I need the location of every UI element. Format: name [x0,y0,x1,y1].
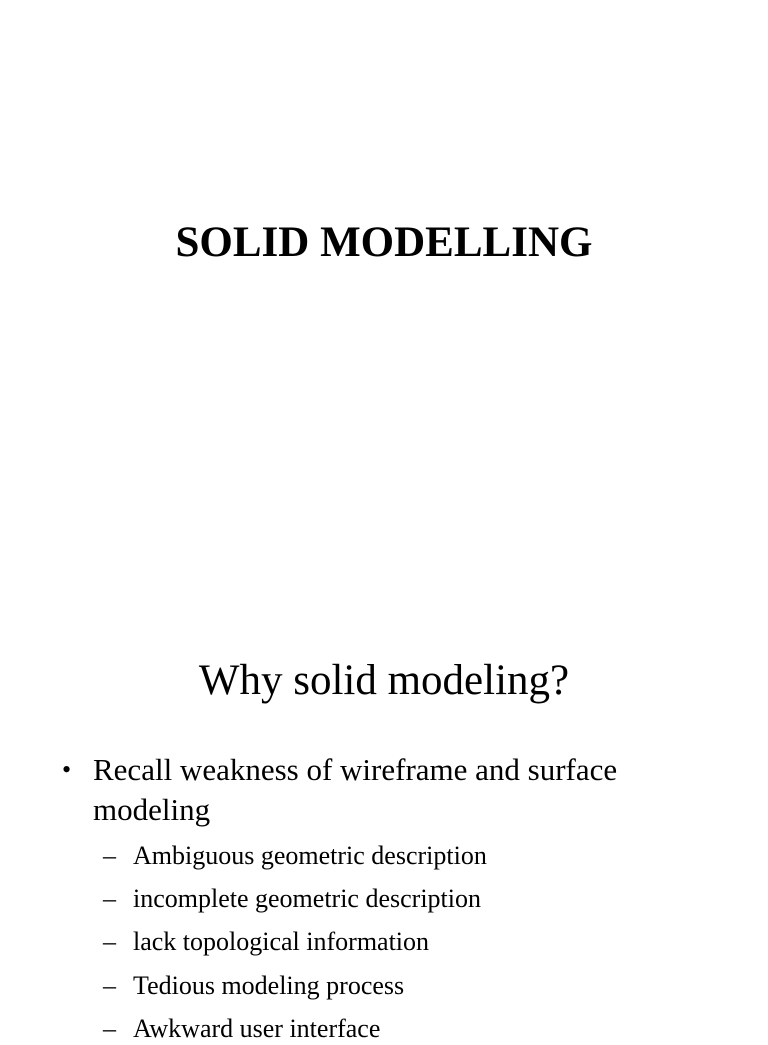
sub-item-text: Ambiguous geometric description [133,841,487,870]
sub-item-text: incomplete geometric description [133,884,481,913]
sub-item [103,840,487,872]
slide-2 [0,576,768,1043]
bullet-item [62,750,702,830]
dash-icon: – [103,841,116,870]
dash-icon: – [103,927,116,956]
bullet-text: Recall weakness of wireframe and surface modeling [93,752,618,827]
sub-item-text: Tedious modeling process [133,971,405,1000]
sub-item [103,970,404,1002]
sub-item-text: lack topological information [133,927,430,956]
dash-icon: – [103,971,116,1000]
slide-1-title: SOLID MODELLING [175,219,593,266]
bullet-dot-icon: • [62,755,72,784]
sub-item-text: Awkward user interface [133,1014,381,1043]
dash-icon: – [103,884,116,913]
slide-2-title: Why solid modeling? [198,657,570,704]
dash-icon: – [103,1014,116,1043]
sub-item [103,1013,380,1045]
sub-item [103,883,481,915]
sub-item [103,926,429,958]
